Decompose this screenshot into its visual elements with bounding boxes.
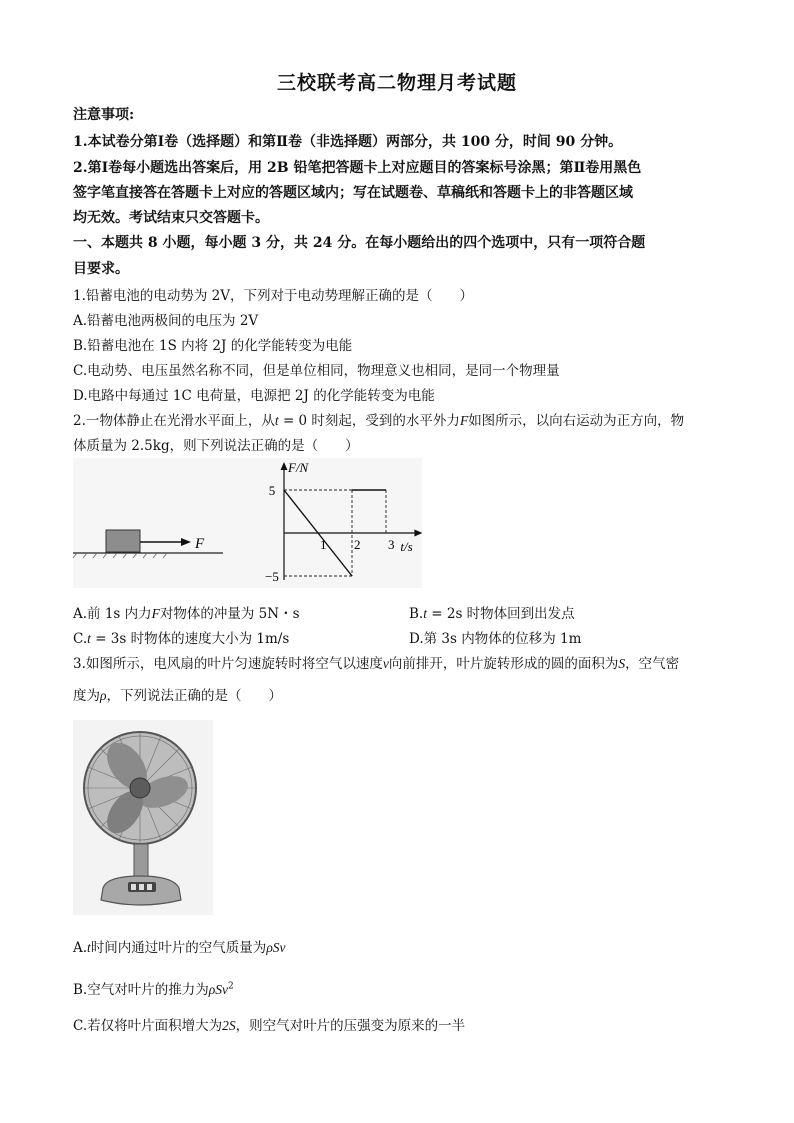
notice-heading: 注意事项: xyxy=(73,107,135,123)
q1-option-b: B.铅蓄电池在 1S 内将 2J 的化学能转变为电能 xyxy=(73,338,353,354)
q2-option-b: B.t = 2s 时物体回到出发点 xyxy=(409,606,575,622)
section-heading: 一、本题共 8 小题，每小题 3 分，共 24 分。在每小题给出的四个选项中，只有一项符合题 xyxy=(73,235,646,251)
q3-stem: 3.如图所示，电风扇的叶片匀速旋转时将空气以速度v向前排开，叶片旋转形成的圆的面积为S，空气密 xyxy=(73,656,680,672)
x-axis-label: t/s xyxy=(400,539,413,554)
x-tick-label: 3 xyxy=(388,537,395,552)
q3-stem-cont: 度为ρ，下列说法正确的是（ ） xyxy=(73,688,282,704)
q1-option-a: A.铅蓄电池两极间的电压为 2V xyxy=(73,313,259,329)
q1-stem: 1.铅蓄电池的电动势为 2V，下列对于电动势理解正确的是（ ） xyxy=(73,288,474,304)
q2-option-d: D.第 3s 内物体的位移为 1m xyxy=(409,631,582,647)
x-tick-label: 1 xyxy=(320,537,327,552)
block-force-figure xyxy=(73,458,273,588)
notice-item-2-cont: 签字笔直接答在答题卡上对应的答题区域内；写在试题卷、草稿纸和答题卡上的非答题区域 xyxy=(73,185,633,201)
q2-stem: 2.一物体静止在光滑水平面上，从t = 0 时刻起，受到的水平外力F如图所示，以向右运动为正方向，物 xyxy=(73,413,685,429)
block xyxy=(106,530,140,552)
q2-stem-cont: 体质量为 2.5kg，则下列说法正确的是（ ） xyxy=(73,438,359,454)
notice-item-1: 1.本试卷分第Ⅰ卷（选择题）和第Ⅱ卷（非选择题）两部分，共 100 分，时间 90 分钟。 xyxy=(73,134,623,150)
page-title: 三校联考高二物理月考试题 xyxy=(276,72,517,94)
y-tick-label: −5 xyxy=(265,569,279,584)
notice-item-2: 2.第Ⅰ卷每小题选出答案后，用 2B 铅笔把答题卡上对应题目的答案标号涂黑；第Ⅱ卷用黑色 xyxy=(73,160,642,176)
electric-fan-image xyxy=(73,720,213,915)
y-tick-label: 5 xyxy=(268,483,276,498)
q2-option-a: A.前 1s 内力F对物体的冲量为 5N・s xyxy=(73,606,300,622)
section-heading-cont: 目要求。 xyxy=(73,261,129,277)
q3-option-c: C.若仅将叶片面积增大为2S，则空气对叶片的压强变为原来的一半 xyxy=(73,1018,466,1034)
y-axis-label: F/N xyxy=(288,460,309,475)
notice-item-2-end: 均无效。考试结束只交答题卡。 xyxy=(73,210,269,226)
q3-option-b: B.空气对叶片的推力为ρSv$^2$ xyxy=(73,981,234,998)
force-time-chart xyxy=(265,458,422,588)
force-label: F xyxy=(195,536,205,552)
q1-option-c: C.电动势、电压虽然名称不同，但是单位相同，物理意义也相同，是同一个物理量 xyxy=(73,363,560,379)
x-tick-label: 2 xyxy=(354,537,361,552)
q1-option-d: D.电路中每通过 1C 电荷量，电源把 2J 的化学能转变为电能 xyxy=(73,388,435,404)
q3-option-a: A.t时间内通过叶片的空气质量为ρSv xyxy=(73,940,286,956)
q2-option-c: C.t = 3s 时物体的速度大小为 1m/s xyxy=(73,631,290,647)
